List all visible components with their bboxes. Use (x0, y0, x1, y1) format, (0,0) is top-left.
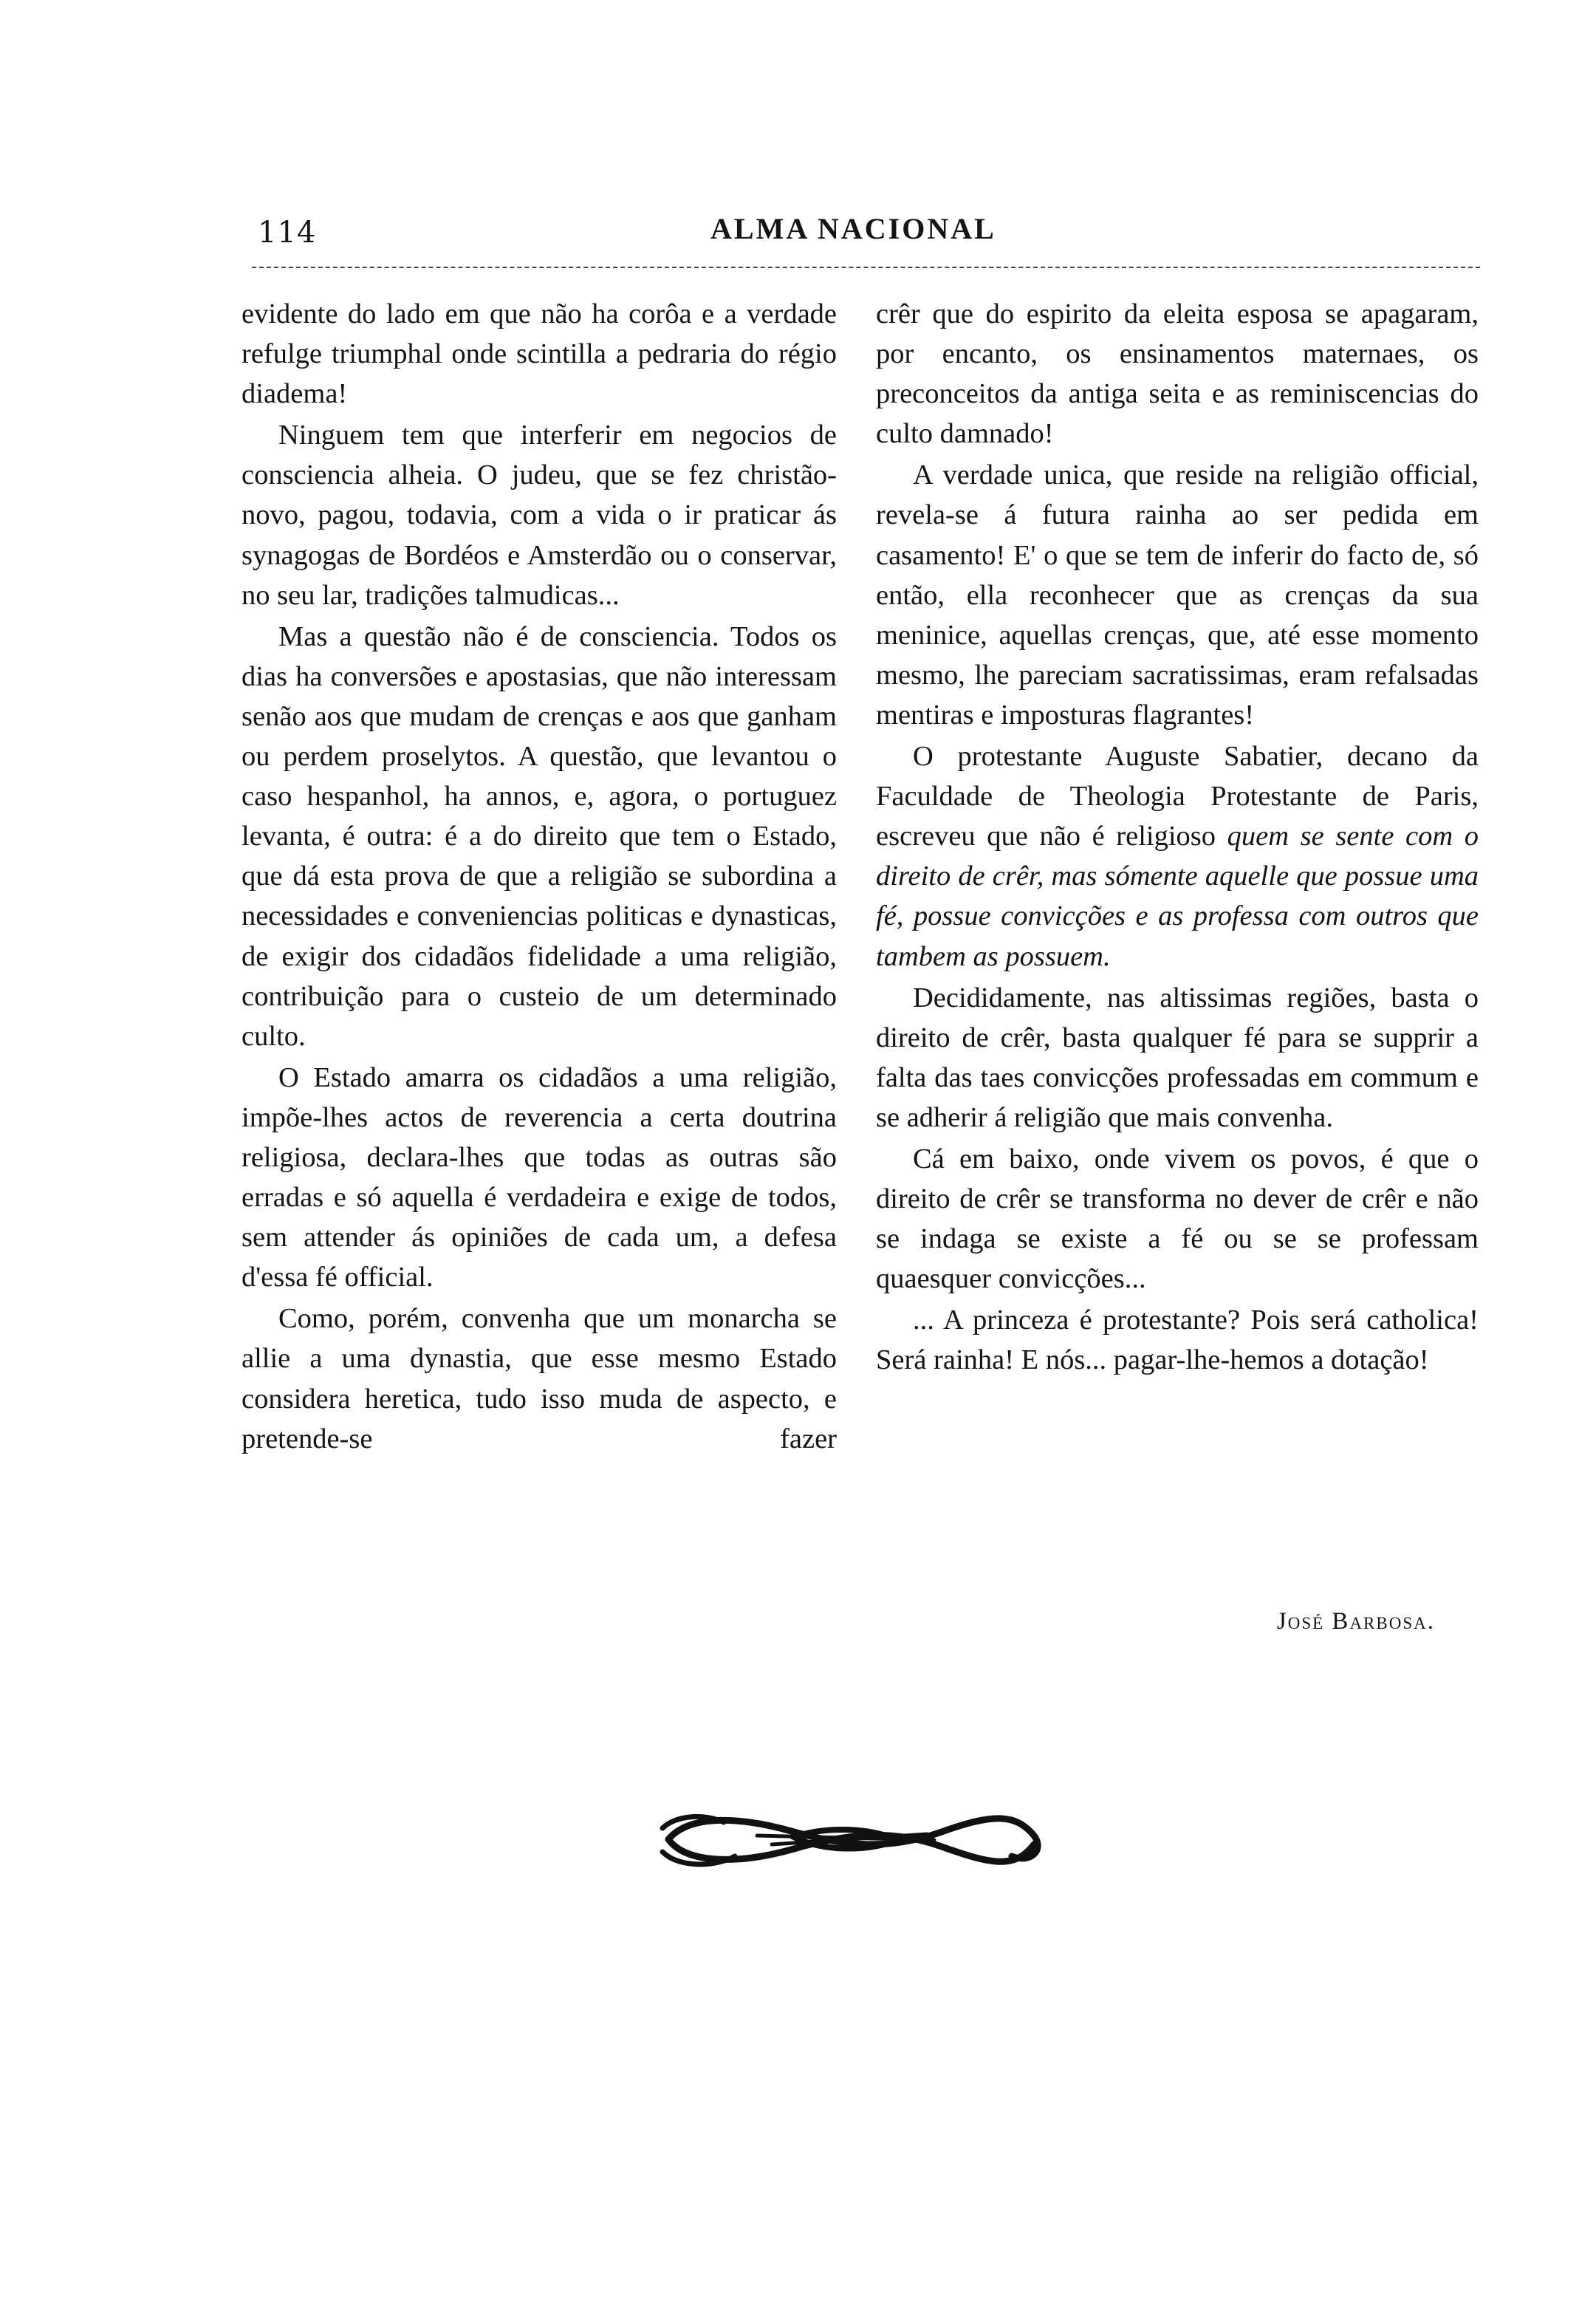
page-number: 114 (258, 216, 317, 250)
scroll-ornament-icon (646, 1799, 1052, 1880)
right-paragraph-4: Decididamente, nas altissimas regiões, basta o direito de crêr, basta qualquer fé para se supprir a falta das taes convicções professadas em commum e se adherir á religião que mais convenha. (876, 982, 1479, 1133)
left-paragraph-1: evidente do lado em que não ha corôa e a verdade refulge triumphal onde scintilla a pedraria do régio diadema! (242, 298, 837, 410)
right-paragraph-3-quote: quem se sente com o direito de crêr, mas sómente aquelle que possue uma fé, possue convicções e as professa com outros que tambem as possuem. (876, 821, 1479, 972)
right-paragraph-2: A verdade unica, que reside na religião official, revela-se á futura rainha ao ser pedida em casamento! E' o que se tem de inferir do facto de, só então, ella reconhecer que as crenças da sua meninice, aquellas crenças, que, até esse momento mesmo, lhe pareciam sacratissimas, eram refalsadas mentiras e imposturas flagrantes! (876, 459, 1479, 731)
right-paragraph-1: crêr que do espirito da eleita esposa se apagaram, por encanto, os ensinamentos maternaes, os preconceitos da antiga seita e as reminiscencias do culto damnado! (876, 298, 1479, 450)
right-paragraph-3 (876, 736, 1479, 977)
left-paragraph-2: Ninguem tem que interferir em negocios de consciencia alheia. O judeu, que se fez christão-novo, pagou, todavia, com a vida o ir praticar ás synagogas de Bordéos e Amsterdão ou o conservar, no seu lar, tradições talmudicas... (242, 420, 837, 611)
left-column (242, 294, 837, 1460)
left-paragraph-4: O Estado amarra os cidadãos a uma religião, impõe-lhes actos de reverencia a certa doutrina religiosa, declara-lhes que todas as outras são erradas e só aquella é verdadeira e exige de todos, sem attender ás opiniões de cada um, a defesa d'essa fé official. (242, 1061, 837, 1293)
right-paragraph-6: ... A princeza é protestante? Pois será catholica! Será rainha! E nós... pagar-lhe-hemos a dotação! (876, 1304, 1479, 1376)
running-title: ALMA NACIONAL (710, 212, 996, 245)
right-column (876, 294, 1479, 1382)
right-paragraph-5: Cá em baixo, onde vivem os povos, é que o direito de crêr se transforma no dever de crêr e não se indaga se existe a fé ou se se professam quaesquer convicções... (876, 1143, 1479, 1295)
author-signature: José Barbosa. (1276, 1608, 1435, 1635)
right-paragraph-3-text: O protestante Auguste Sabatier, decano da Faculdade de Theologia Protestante de Paris, escreveu que não é religioso (876, 741, 1479, 852)
left-paragraph-5: Como, porém, convenha que um monarcha se allie a uma dynastia, que esse mesmo Estado considera heretica, tudo isso muda de aspecto, e pretende-se fazer (242, 1303, 837, 1454)
left-paragraph-3: Mas a questão não é de consciencia. Todos os dias ha conversões e apostasias, que não interessam senão aos que mudam de crenças e aos que ganham ou perdem proselytos. A questão, que levantou o caso hespanhol, ha annos, e, agora, o portuguez levanta, é outra: é a do direito que tem o Estado, que dá esta prova de que a religião se subordina a necessidades e conveniencias politicas e dynasticas, de exigir dos cidadãos fidelidade a uma religião, contribuição para o custeio de um determinado culto. (242, 620, 837, 1052)
header-rule (252, 267, 1480, 268)
